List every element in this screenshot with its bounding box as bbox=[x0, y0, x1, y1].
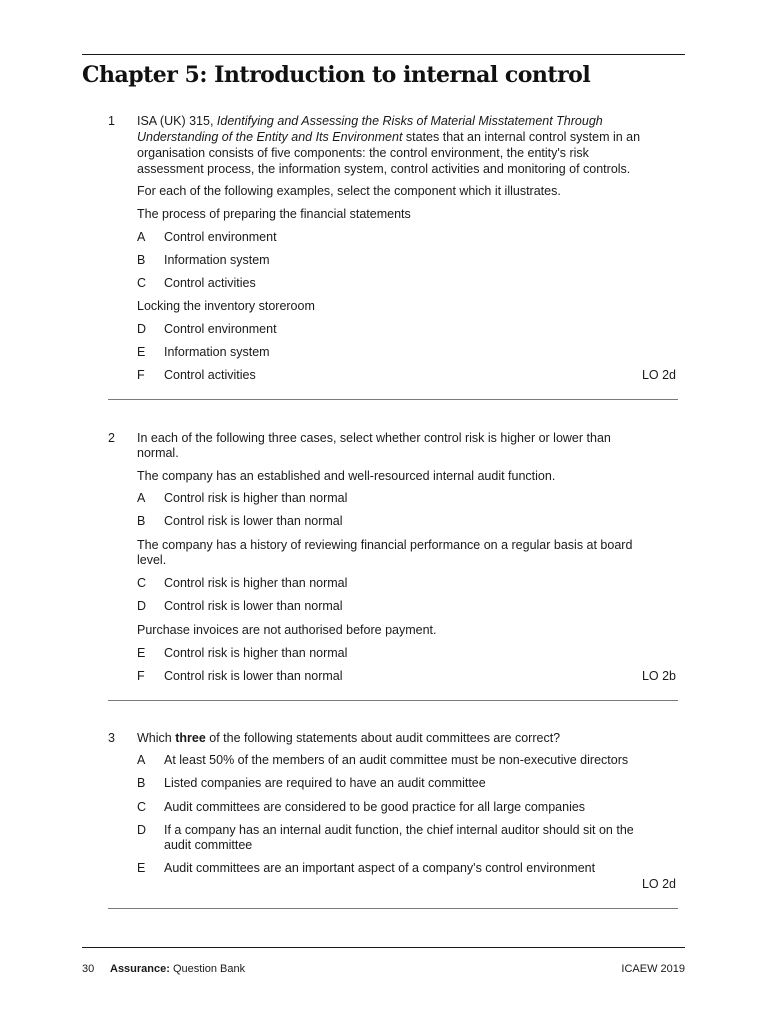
option-text: At least 50% of the members of an audit committee must be non-executive directors bbox=[164, 753, 629, 767]
case-text: Purchase invoices are not authorised before payment. bbox=[137, 623, 437, 637]
option-text: audit committee bbox=[164, 838, 253, 852]
learning-outcome: LO 2d bbox=[641, 877, 676, 891]
option-letter: B bbox=[137, 253, 146, 267]
case-text: The company has an established and well-resourced internal audit function. bbox=[137, 469, 556, 483]
option-letter: E bbox=[137, 345, 146, 359]
option-text: If a company has an internal audit function, the chief internal auditor should sit on the bbox=[164, 823, 634, 837]
option-letter: B bbox=[137, 776, 146, 790]
option-letter: E bbox=[137, 646, 146, 660]
question-intro-line: assessment process, the information system, control activities and monitoring of controls. bbox=[137, 162, 631, 176]
question-number: 1 bbox=[108, 114, 115, 128]
option-text: Information system bbox=[164, 253, 270, 267]
option-text: Control risk is lower than normal bbox=[164, 514, 343, 528]
option-text: Control risk is higher than normal bbox=[164, 576, 348, 590]
footer-book-title: Assurance: Question Bank bbox=[110, 963, 246, 975]
footer-organisation: ICAEW 2019 bbox=[621, 963, 685, 975]
case-text: The process of preparing the financial statements bbox=[137, 207, 411, 221]
case-text: level. bbox=[137, 553, 167, 567]
option-text: Information system bbox=[164, 345, 270, 359]
option-letter: F bbox=[137, 669, 145, 683]
option-letter: A bbox=[137, 491, 146, 505]
option-text: Control risk is lower than normal bbox=[164, 669, 343, 683]
option-text: Control environment bbox=[164, 230, 277, 244]
question-separator bbox=[108, 399, 678, 400]
option-text: Control activities bbox=[164, 368, 256, 382]
chapter-title: Chapter 5: Introduction to internal control bbox=[82, 62, 591, 88]
question-intro-line: Understanding of the Entity and Its Environment states that an internal control system in an bbox=[137, 130, 641, 144]
option-letter: D bbox=[137, 322, 147, 336]
option-text: Control risk is higher than normal bbox=[164, 646, 348, 660]
learning-outcome: LO 2b bbox=[641, 669, 676, 683]
case-text: Locking the inventory storeroom bbox=[137, 299, 315, 313]
option-letter: C bbox=[137, 800, 147, 814]
case-text: The company has a history of reviewing financial performance on a regular basis at board bbox=[137, 538, 633, 552]
option-text: Control risk is higher than normal bbox=[164, 491, 348, 505]
option-letter: B bbox=[137, 514, 146, 528]
question-intro-line: Which three of the following statements about audit committees are correct? bbox=[137, 731, 561, 745]
question-number: 3 bbox=[108, 731, 115, 745]
learning-outcome: LO 2d bbox=[641, 368, 676, 382]
option-letter: F bbox=[137, 368, 145, 382]
question-intro-line: normal. bbox=[137, 446, 179, 460]
top-rule bbox=[82, 54, 685, 55]
option-text: Control environment bbox=[164, 322, 277, 336]
question-intro-line: organisation consists of five components: the control environment, the entity's risk bbox=[137, 146, 589, 160]
page-number: 30 bbox=[82, 963, 95, 975]
question-separator bbox=[108, 908, 678, 909]
option-text: Control risk is lower than normal bbox=[164, 599, 343, 613]
option-letter: D bbox=[137, 599, 147, 613]
option-letter: A bbox=[137, 753, 146, 767]
option-letter: A bbox=[137, 230, 146, 244]
option-text: Control activities bbox=[164, 276, 256, 290]
question-intro-line: In each of the following three cases, select whether control risk is higher or lower than bbox=[137, 431, 611, 445]
option-letter: C bbox=[137, 576, 147, 590]
question-instruction: For each of the following examples, select the component which it illustrates. bbox=[137, 184, 561, 198]
option-letter: E bbox=[137, 861, 146, 875]
question-number: 2 bbox=[108, 431, 115, 445]
option-text: Listed companies are required to have an audit committee bbox=[164, 776, 486, 790]
option-letter: C bbox=[137, 276, 147, 290]
option-text: Audit committees are an important aspect of a company's control environment bbox=[164, 861, 596, 875]
bottom-rule bbox=[82, 947, 685, 948]
option-letter: D bbox=[137, 823, 147, 837]
question-separator bbox=[108, 700, 678, 701]
option-text: Audit committees are considered to be good practice for all large companies bbox=[164, 800, 586, 814]
question-intro-line: ISA (UK) 315, Identifying and Assessing the Risks of Material Misstatement Through bbox=[137, 114, 603, 128]
